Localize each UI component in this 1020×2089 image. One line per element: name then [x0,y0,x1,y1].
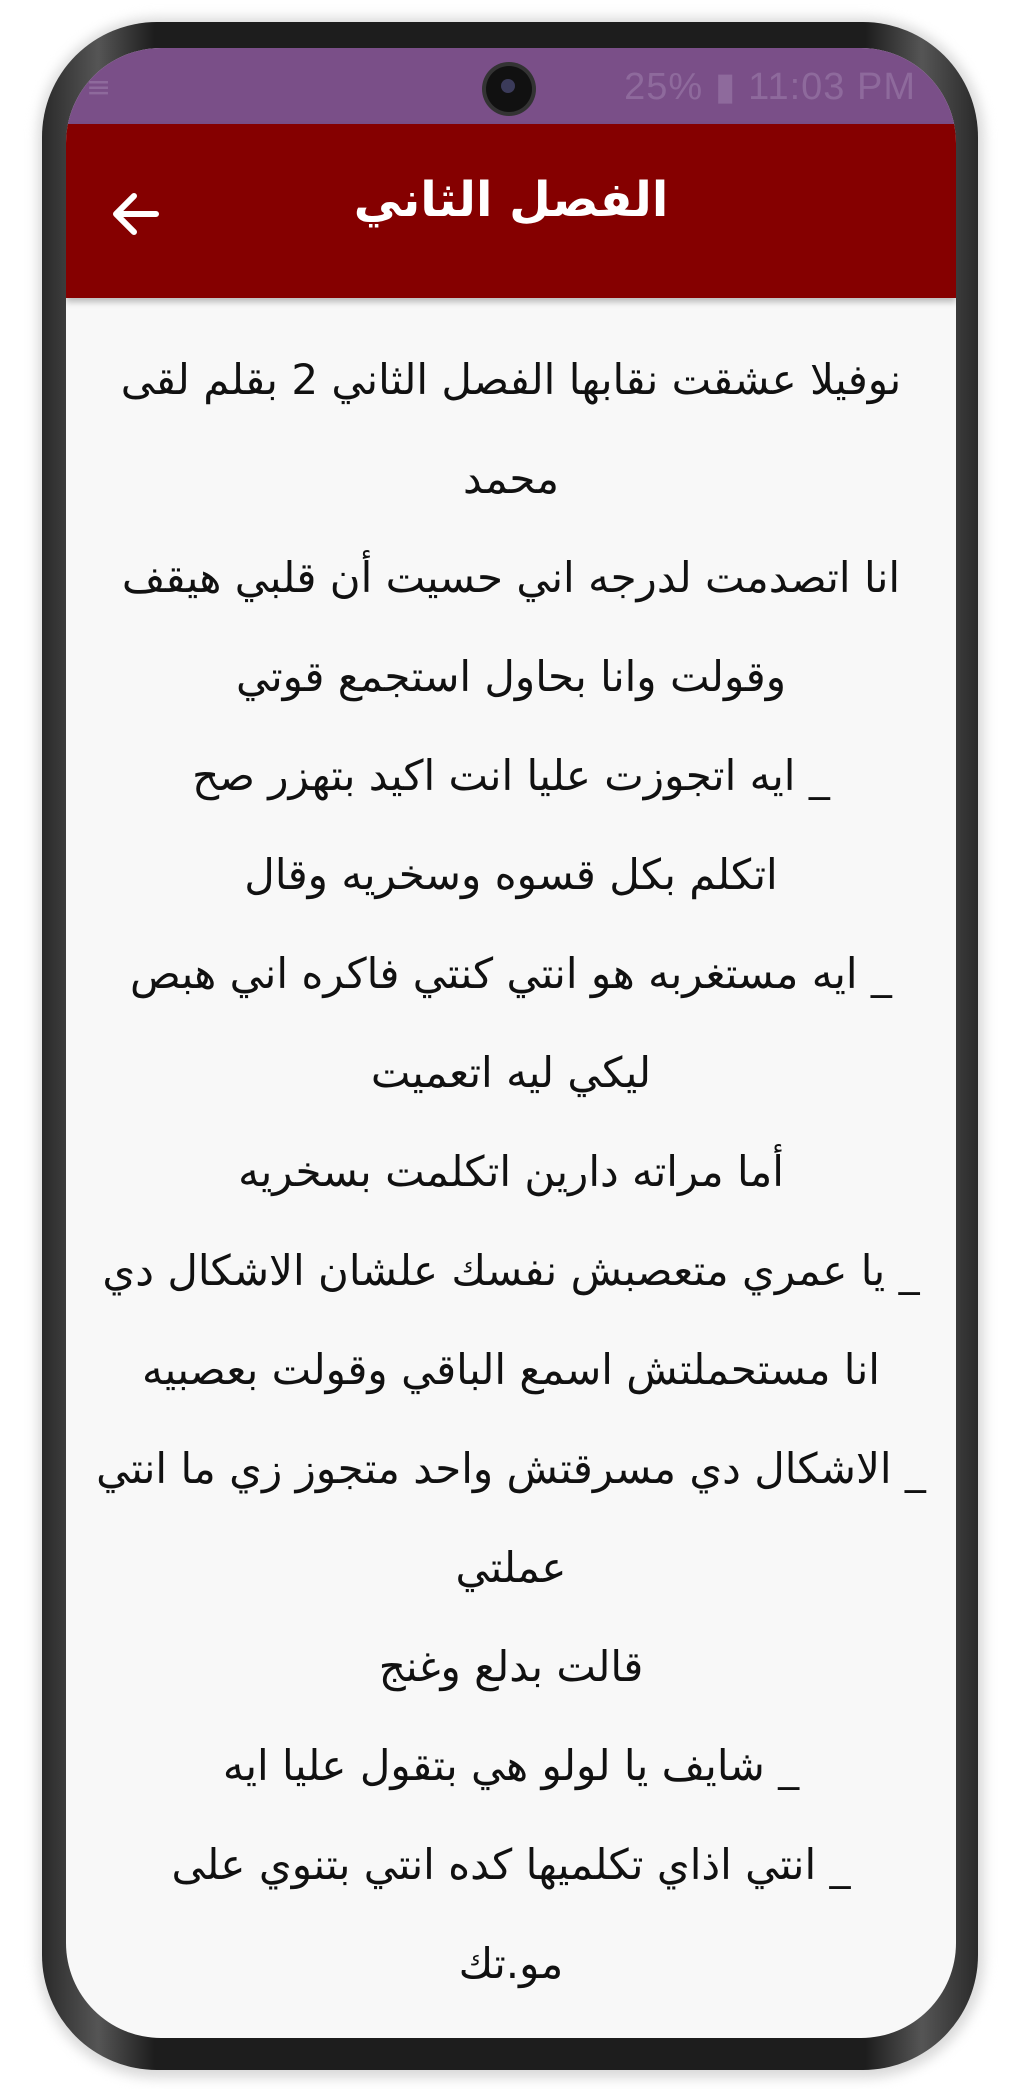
front-camera [486,66,532,112]
text-line: مو.تك [458,1939,564,1988]
phone-screen [66,48,956,2038]
text-line: _ الاشكال دي مسرقتش واحد متجوز زي ما انتي [96,1444,926,1493]
text-line: انا اتصدمت لدرجه اني حسيت أن قلبي هيقف [121,553,901,602]
text-line: _ انتي اذاي تكلميها كده انتي بتنوي على [171,1840,851,1889]
notification-icon: ≡ [86,70,112,105]
text-line: انا مستحملتش اسمع الباقي وقولت بعصبيه [142,1345,880,1394]
text-line: محمد [463,454,559,503]
text-line: _ شايف يا لولو هي بتقول عليا ايه [222,1741,800,1790]
text-line: وقولت وانا بحاول استجمع قوتي [235,652,787,701]
text-line: أما مراته دارين اتكلمت بسخريه [238,1147,784,1196]
chapter-text [96,330,926,2013]
status-text: 25% ▮ 11:03 PM [624,66,916,108]
status-bar [66,48,956,124]
text-line: _ يا عمري متعصبش نفسك علشان الاشكال دي [102,1246,920,1295]
text-line: _ ايه مستغربه هو انتي كنتي فاكره اني هبص [130,949,892,998]
text-line: نوفيلا عشقت نقابها الفصل الثاني 2 بقلم لقى [120,355,902,404]
text-line: ليكي ليه اتعميت [370,1048,652,1097]
page-title: الفصل الثاني [353,172,669,228]
text-line: اتكلم بكل قسوه وسخريه وقال [244,850,778,899]
text-line: عملتي [455,1543,567,1592]
text-line: _ ايه اتجوزت عليا انت اكيد بتهزر صح [192,751,830,800]
text-line: قالت بدلع وغنج [378,1642,644,1691]
app-bar [66,124,956,298]
